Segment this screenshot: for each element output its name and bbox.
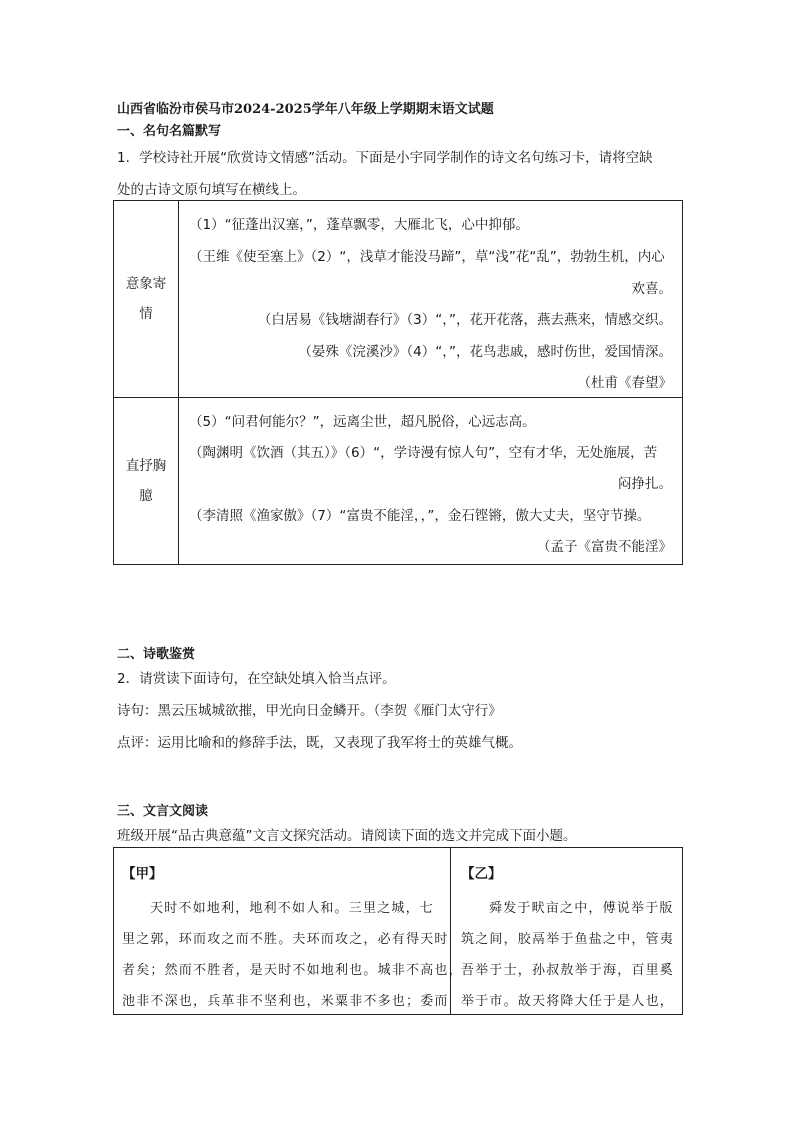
fill-line: （1）“征蓬出汉塞，”，蓬草飘零，大雁北飞，心中抑郁。 (189, 217, 529, 233)
passage-label: 【甲】 (122, 866, 163, 882)
comment-text: 点评：运用比喻和的修辞手法，既，又表现了我军将士的英雄气概。 (117, 735, 522, 751)
passage-line: 舜发于畎亩之中，傅说举于版 (489, 901, 674, 916)
poetry-card-table (113, 200, 683, 565)
table-row (114, 398, 683, 565)
passage-line: 天时不如地利，地利不如人和。三里之城，七 (150, 901, 435, 916)
fill-line: 欢喜。 (631, 281, 672, 297)
row-label-imagery (114, 201, 179, 398)
section-3-heading: 三、文言文阅读 (117, 804, 209, 819)
passage-line: 者矣；然而不胜者，是天时不如地利也。城非不高也， (122, 963, 463, 978)
fill-line: （晏殊《浣溪沙》（4）“，”，花鸟悲戚，感时伤世，爱国情深。 (298, 344, 672, 360)
passage-line: 池非不深也，兵革非不坚利也，米粟非不多也；委而 (122, 994, 449, 1009)
section-3-intro: 班级开展“品古典意蕴”文言文探究活动。请阅读下面的选文并完成下面小题。 (117, 828, 577, 844)
passage-jia (114, 848, 463, 1015)
table-row (114, 848, 683, 1015)
row-content-direct (179, 398, 683, 565)
passage-line: 里之郭，环而攻之而不胜。夫环而攻之，必有得天时 (122, 932, 449, 947)
passage-line: 筑之间，胶鬲举于鱼盐之中，管夷 (461, 932, 675, 947)
fill-line: （5）“问君何能尔？”，远离尘世，超凡脱俗，心远志高。 (189, 414, 536, 430)
fill-line: （孟子《富贵不能淫》 (537, 539, 672, 555)
passage-line: 举于市。故天将降大任于是人也， (461, 994, 675, 1009)
row-label-direct (114, 398, 179, 565)
fill-line: （杜甫《春望》 (577, 375, 672, 391)
fill-line: 闷挣扎。 (618, 476, 672, 492)
row-label-text: 臆 (139, 488, 153, 504)
row-content-imagery (179, 201, 683, 398)
question-1-text: 1．学校诗社开展“欣赏诗文情感”活动。下面是小宇同学制作的诗文名句练习卡，请将空缺 (117, 150, 653, 166)
question-2-text: 2．请赏读下面诗句，在空缺处填入恰当点评。 (117, 671, 396, 687)
passage-label: 【乙】 (461, 866, 502, 882)
passage-line: 吾举于士，孙叔敖举于海，百里奚 (461, 963, 675, 978)
passage-yi (451, 848, 683, 1015)
page-title: 山西省临汾市侯马市2024-2025学年八年级上学期期末语文试题 (117, 102, 494, 117)
fill-line: （白居易《钱塘湖春行》（3）“，”，花开花落，燕去燕来，情感交织。 (257, 312, 672, 328)
row-label-text: 情 (139, 306, 153, 322)
classical-text-table (113, 847, 683, 1015)
question-1-text-cont: 处的古诗文原句填写在横线上。 (117, 182, 306, 198)
section-1-heading: 一、名句名篇默写 (117, 124, 222, 139)
row-label-text: 意象寄 (125, 276, 167, 292)
verse-text: 诗句：黑云压城城欲摧，甲光向日金鳞开。（李贺《雁门太守行》 (117, 703, 502, 719)
fill-line: （王维《使至塞上》（2）“，浅草才能没马蹄”，草“浅”花“乱”，勃勃生机，内心 (189, 249, 665, 265)
table-row (114, 201, 683, 398)
section-2-heading: 二、诗歌鉴赏 (117, 647, 196, 662)
row-label-text: 直抒胸 (125, 458, 167, 474)
fill-line: （陶渊明《饮酒（其五）》（6）“，学诗漫有惊人句”，空有才华，无处施展，苦 (189, 445, 658, 461)
fill-line: （李清照《渔家傲》（7）“富贵不能淫，，”，金石铿锵，傲大丈夫，坚守节操。 (189, 508, 651, 524)
